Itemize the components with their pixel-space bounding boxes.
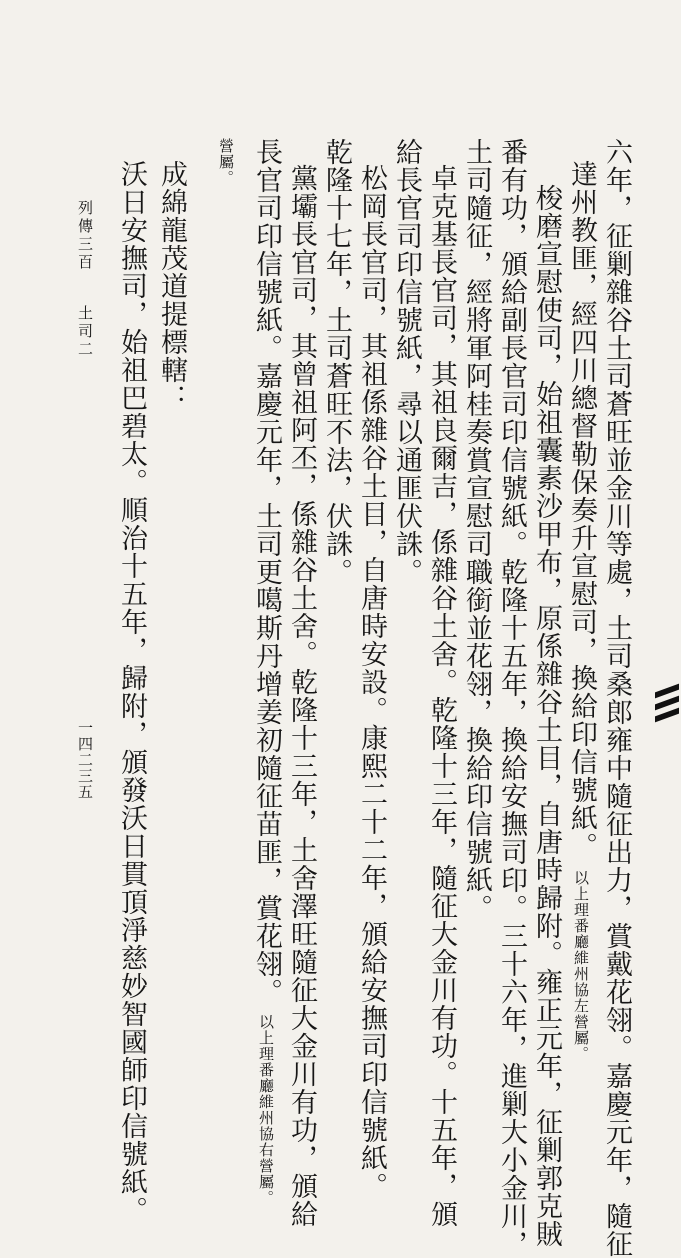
text-column-1: 六年，征剿雜谷土司蒼旺並金川等處，土司桑郎雍中隨征出力，賞戴花翎。嘉慶元年，隨征 <box>601 138 632 1258</box>
text-column-4: 番有功，頒給副長官司印信號紙。乾隆十五年，換給安撫司印。三十六年，進剿大小金川， <box>496 138 527 1258</box>
text-column-6: 卓克基長官司，其祖良爾吉，係雜谷土舍。乾隆十三年，隨征大金川有功。十五年，頒 <box>426 164 457 1228</box>
text-column-9: 乾隆十七年，土司蒼旺不法，伏誅。 <box>321 138 352 586</box>
page-edge-mark <box>655 686 679 722</box>
text-column-5: 土司隨征，經將軍阿桂奏賞宣慰司職銜並花翎，換給印信號紙。 <box>461 138 492 922</box>
text-column-3: 梭磨宣慰使司，始祖囊素沙甲布，原係雜谷土目，自唐時歸附。雍正元年，征剿郭克賊 <box>531 184 562 1248</box>
section-heading: 成綿龍茂道提標轄： <box>156 160 187 412</box>
text-column-11: 長官司印信號紙。嘉慶元年，土司更噶斯丹增姜初隨征苗匪，賞花翎。以上理番廳維州協右營屬。 <box>251 138 282 1206</box>
footer-section: 土司二 <box>76 305 94 359</box>
footer-volume: 列傳三百 <box>76 200 94 272</box>
text-column-12: 營屬。 <box>217 138 235 186</box>
text-column-7: 給長官司印信號紙，尋以通匪伏誅。 <box>391 138 422 586</box>
text-column-8: 松岡長官司，其祖係雜谷土目，自唐時安設。康熙二十二年，頒給安撫司印信號紙。 <box>356 164 387 1200</box>
text-column-10: 黨壩長官司，其曾祖阿丕，係雜谷土舍。乾隆十三年，土舍澤旺隨征大金川有功，頒給 <box>286 164 317 1228</box>
annotation-note: 以上理番廳維州協左營屬。 <box>572 870 590 1062</box>
footer-page-number: 一四二三五 <box>76 720 94 800</box>
annotation-note: 以上理番廳維州協右營屬。 <box>257 1014 275 1206</box>
text-column-2: 達州教匪，經四川總督勒保奏升宣慰司，換給印信號紙。以上理番廳維州協左營屬。 <box>566 160 597 1062</box>
text-column-14: 沃日安撫司，始祖巴碧太。順治十五年，歸附，頒發沃日貫頂淨慈妙智國師印信號紙。 <box>116 160 147 1224</box>
